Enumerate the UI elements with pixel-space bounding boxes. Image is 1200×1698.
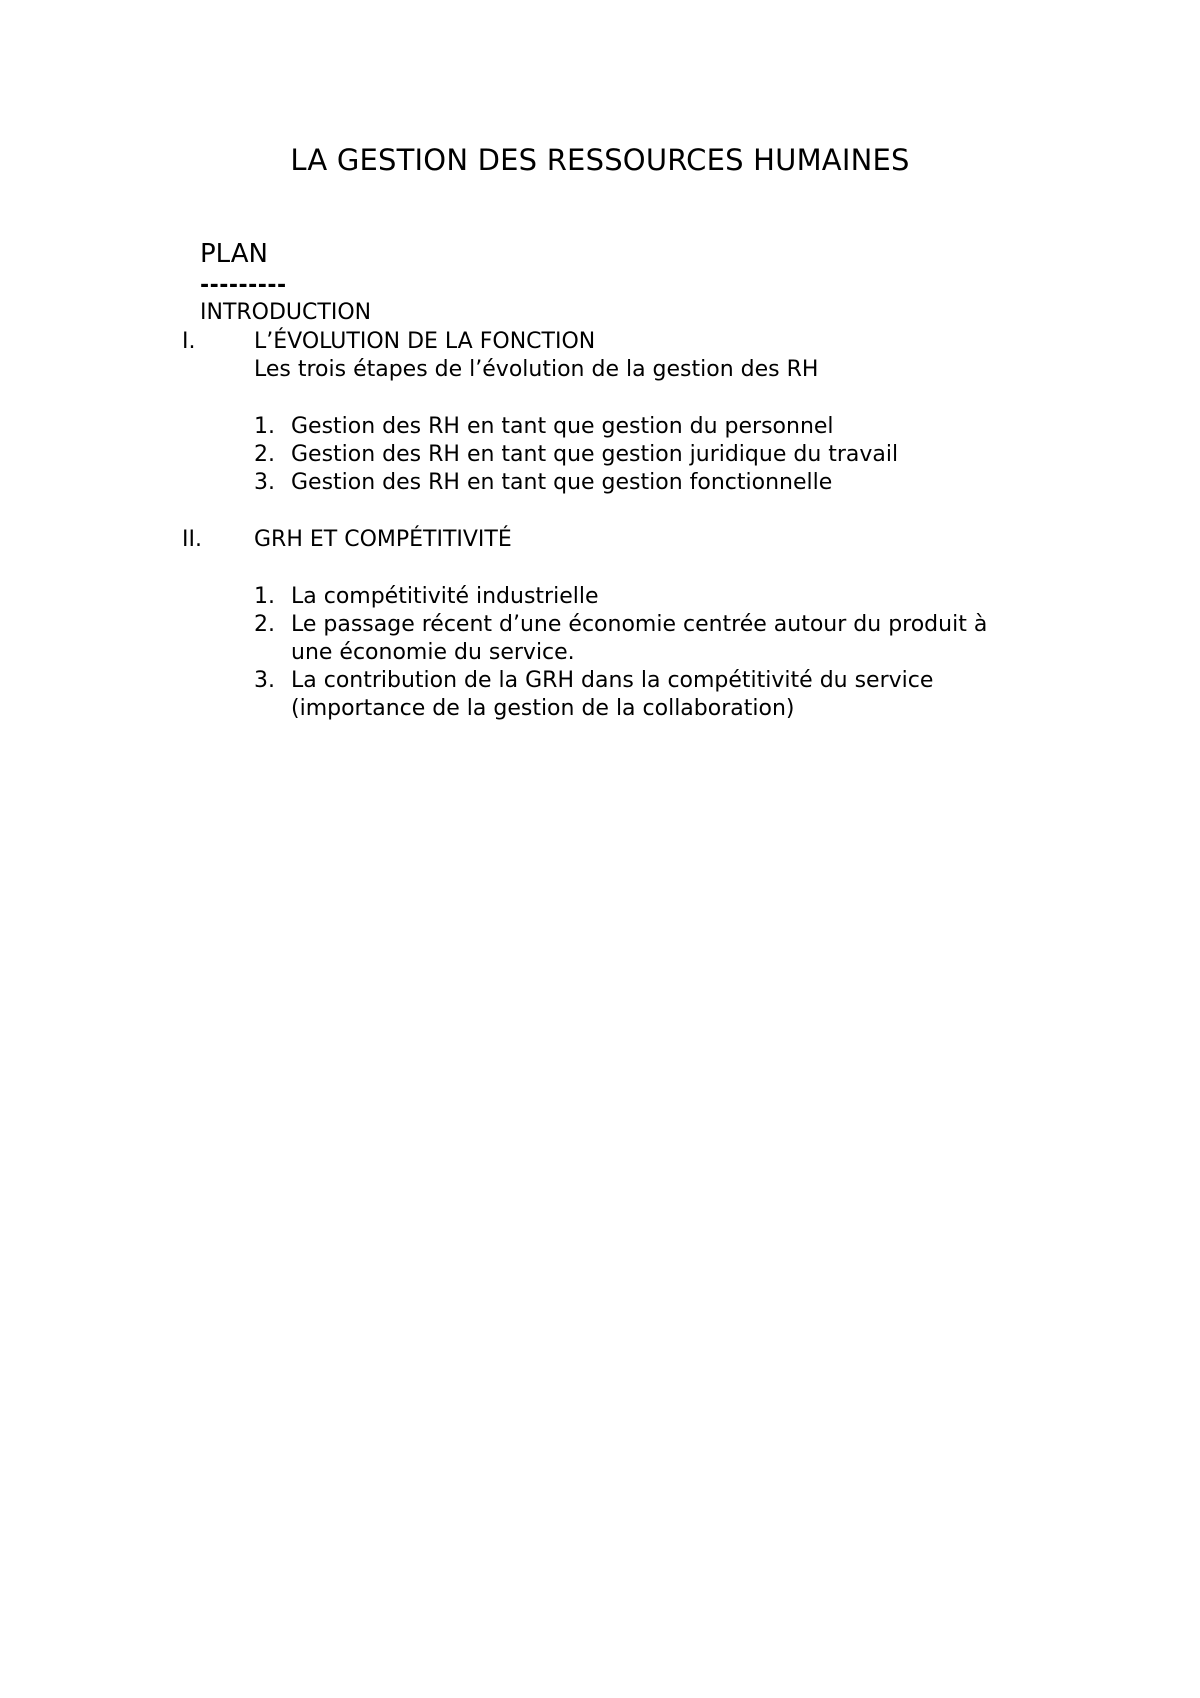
section-2-item-2-text-line-2: une économie du service. <box>291 640 575 665</box>
section-1-numeral: I. <box>182 329 196 354</box>
section-2-item-2-text-line-1: Le passage récent d’une économie centrée autour du produit à <box>291 612 988 637</box>
introduction-heading: INTRODUCTION <box>200 300 372 325</box>
section-1-item-1-text: Gestion des RH en tant que gestion du personnel <box>291 414 834 439</box>
section-2-item-1-number: 1. <box>254 584 275 609</box>
section-1-item-3-text: Gestion des RH en tant que gestion fonctionnelle <box>291 470 833 495</box>
section-2-item-1-text: La compétitivité industrielle <box>291 584 599 609</box>
section-1-subtitle: Les trois étapes de l’évolution de la gestion des RH <box>254 357 819 382</box>
plan-heading: PLAN <box>200 239 268 269</box>
section-1-item-2-text: Gestion des RH en tant que gestion juridique du travail <box>291 442 899 467</box>
section-2-numeral: II. <box>182 527 202 552</box>
section-1-title: L’ÉVOLUTION DE LA FONCTION <box>254 329 596 354</box>
section-1-item-1-number: 1. <box>254 414 275 439</box>
section-2-title: GRH ET COMPÉTITIVITÉ <box>254 527 512 552</box>
section-2-item-3-number: 3. <box>254 668 275 693</box>
section-1-item-3-number: 3. <box>254 470 275 495</box>
section-2-item-2-number: 2. <box>254 612 275 637</box>
section-2-item-3-text-line-1: La contribution de la GRH dans la compétitivité du service <box>291 668 934 693</box>
document-title: LA GESTION DES RESSOURCES HUMAINES <box>290 143 910 177</box>
section-1-item-2-number: 2. <box>254 442 275 467</box>
plan-separator: --------- <box>200 273 287 298</box>
section-2-item-3-text-line-2: (importance de la gestion de la collaboration) <box>291 696 795 721</box>
